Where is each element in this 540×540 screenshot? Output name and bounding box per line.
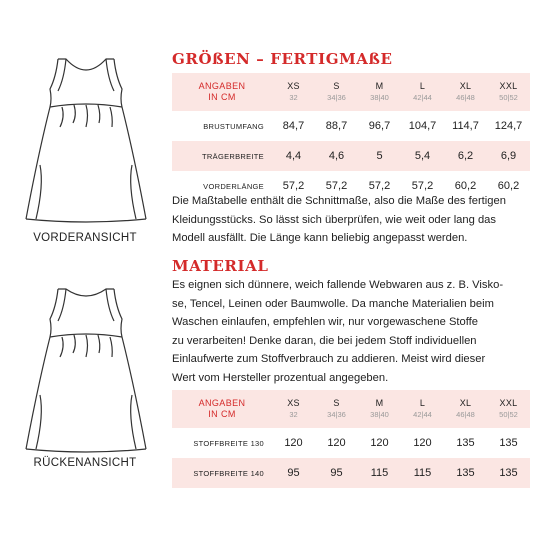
dress-back-illustration: [22, 285, 150, 455]
table-cell: 135: [499, 437, 518, 449]
size-column-xxl: [487, 81, 530, 103]
units-label-line2: IN CM: [208, 409, 236, 419]
units-label-line1: ANGABEN: [198, 398, 246, 408]
size-column-xs: [272, 81, 315, 103]
table-cell: 57,2: [368, 180, 391, 192]
size-name: L: [419, 81, 426, 91]
size-range: 42|44: [413, 93, 432, 102]
size-range: 38|40: [370, 93, 389, 102]
table-cell: 120: [327, 437, 346, 449]
size-range: 34|36: [327, 410, 346, 419]
material-line: Einlaufwerte zum Stoffverbrauch zu addieren. Meist wird dieser: [172, 353, 486, 365]
size-name: M: [375, 398, 384, 408]
table-cell: 96,7: [368, 120, 391, 132]
table-row: [172, 428, 530, 458]
material-line: Es eignen sich dünnere, weich fallende Webwaren aus z. B. Visko-: [172, 279, 504, 291]
table-cell: 88,7: [325, 120, 348, 132]
table-header-row: [172, 73, 530, 111]
units-label-line1: ANGABEN: [198, 81, 246, 91]
units-label-line2: IN CM: [208, 92, 236, 102]
table-cell: 6,9: [500, 150, 517, 162]
size-column-xs: [272, 398, 315, 420]
material-line: Waschen einlaufen, empfehlen wir, nur vorgewaschene Stoffe: [172, 316, 478, 328]
size-column-s: [315, 398, 358, 420]
fabric-consumption-table: [172, 390, 530, 488]
sizes-heading: GRÖßEN – FERTIGMAßE: [172, 50, 393, 68]
size-range: 38|40: [370, 410, 389, 419]
material-heading: MATERIAL: [172, 257, 269, 275]
table-row: [172, 141, 530, 171]
size-name: XL: [459, 398, 472, 408]
size-range: 46|48: [456, 93, 475, 102]
size-range: 42|44: [413, 410, 432, 419]
size-name: XS: [287, 81, 300, 91]
table-cell: 4,4: [285, 150, 302, 162]
table-cell: 60,2: [454, 180, 477, 192]
size-name: S: [333, 81, 340, 91]
back-view-label: RÜCKENANSICHT: [33, 457, 137, 469]
table-cell: 6,2: [457, 150, 474, 162]
table-cell: 95: [287, 467, 300, 479]
table-header-row: [172, 390, 530, 428]
size-range: 50|52: [499, 93, 518, 102]
units-label: [172, 81, 272, 103]
size-range: 50|52: [499, 410, 518, 419]
size-name: XS: [287, 398, 300, 408]
size-column-l: [401, 81, 444, 103]
table-cell: 5: [376, 150, 383, 162]
table-cell: 60,2: [497, 180, 520, 192]
dress-front-illustration: [22, 55, 150, 225]
size-name: L: [419, 398, 426, 408]
sketch-column: [0, 0, 170, 540]
table-cell: 115: [413, 467, 432, 479]
table-cell: 57,2: [411, 180, 434, 192]
table-cell: 57,2: [282, 180, 305, 192]
size-name: XXL: [499, 398, 518, 408]
material-line: se, Tencel, Leinen oder Baumwolle. Da manche Materialien beim: [172, 297, 494, 310]
table-cell: 95: [330, 467, 343, 479]
table-row: [172, 111, 530, 141]
table-cell: 115: [370, 467, 389, 479]
size-range: 32: [289, 410, 298, 419]
table-cell: 114,7: [452, 120, 479, 132]
front-view-sketch: [22, 55, 150, 225]
size-name: XL: [459, 81, 472, 91]
size-column-l: [401, 398, 444, 420]
row-label: BRUSTUMFANG: [203, 121, 264, 131]
description-line: Kleidungsstücks. So lässt sich überprüfen, wie weit oder lang das: [172, 213, 496, 226]
size-table-description: [172, 192, 532, 248]
material-line: Wert vom Hersteller prozentual angegeben.: [172, 371, 389, 384]
table-cell: 104,7: [408, 120, 437, 132]
size-name: XXL: [499, 81, 518, 91]
material-description: [172, 276, 532, 387]
table-cell: 124,7: [494, 120, 523, 132]
table-cell: 120: [284, 437, 303, 449]
units-label: [172, 398, 272, 420]
size-column-m: [358, 398, 401, 420]
row-label: STOFFBREITE 130: [193, 438, 264, 448]
table-cell: 135: [456, 437, 475, 449]
size-column-xl: [444, 81, 487, 103]
table-cell: 57,2: [325, 180, 348, 192]
table-row: [172, 458, 530, 488]
size-column-m: [358, 81, 401, 103]
table-cell: 5,4: [414, 150, 431, 162]
size-measurement-table: [172, 73, 530, 201]
table-cell: 4,6: [328, 150, 345, 162]
back-view-sketch: [22, 285, 150, 455]
front-view-label: VORDERANSICHT: [33, 232, 137, 244]
size-range: 46|48: [456, 410, 475, 419]
size-name: M: [375, 81, 384, 91]
size-column-xxl: [487, 398, 530, 420]
table-cell: 120: [370, 437, 389, 449]
size-column-s: [315, 81, 358, 103]
size-range: 32: [289, 93, 298, 102]
description-line: Die Maßtabelle enthält die Schnittmaße, also die Maße des fertigen: [172, 195, 506, 207]
description-line: Modell ausfällt. Die Länge kann beliebig angepasst werden.: [172, 232, 468, 244]
table-cell: 135: [499, 467, 518, 479]
size-range: 34|36: [327, 93, 346, 102]
table-cell: 84,7: [282, 120, 305, 132]
table-cell: 135: [456, 467, 475, 479]
material-line: zu verarbeiten! Denke daran, die bei jedem Stoff individuellen: [172, 334, 477, 347]
table-cell: 120: [413, 437, 432, 449]
row-label: TRÄGERBREITE: [202, 151, 264, 161]
size-name: S: [333, 398, 340, 408]
row-label: VORDERLÄNGE: [203, 181, 264, 191]
size-column-xl: [444, 398, 487, 420]
row-label: STOFFBREITE 140: [193, 468, 264, 478]
